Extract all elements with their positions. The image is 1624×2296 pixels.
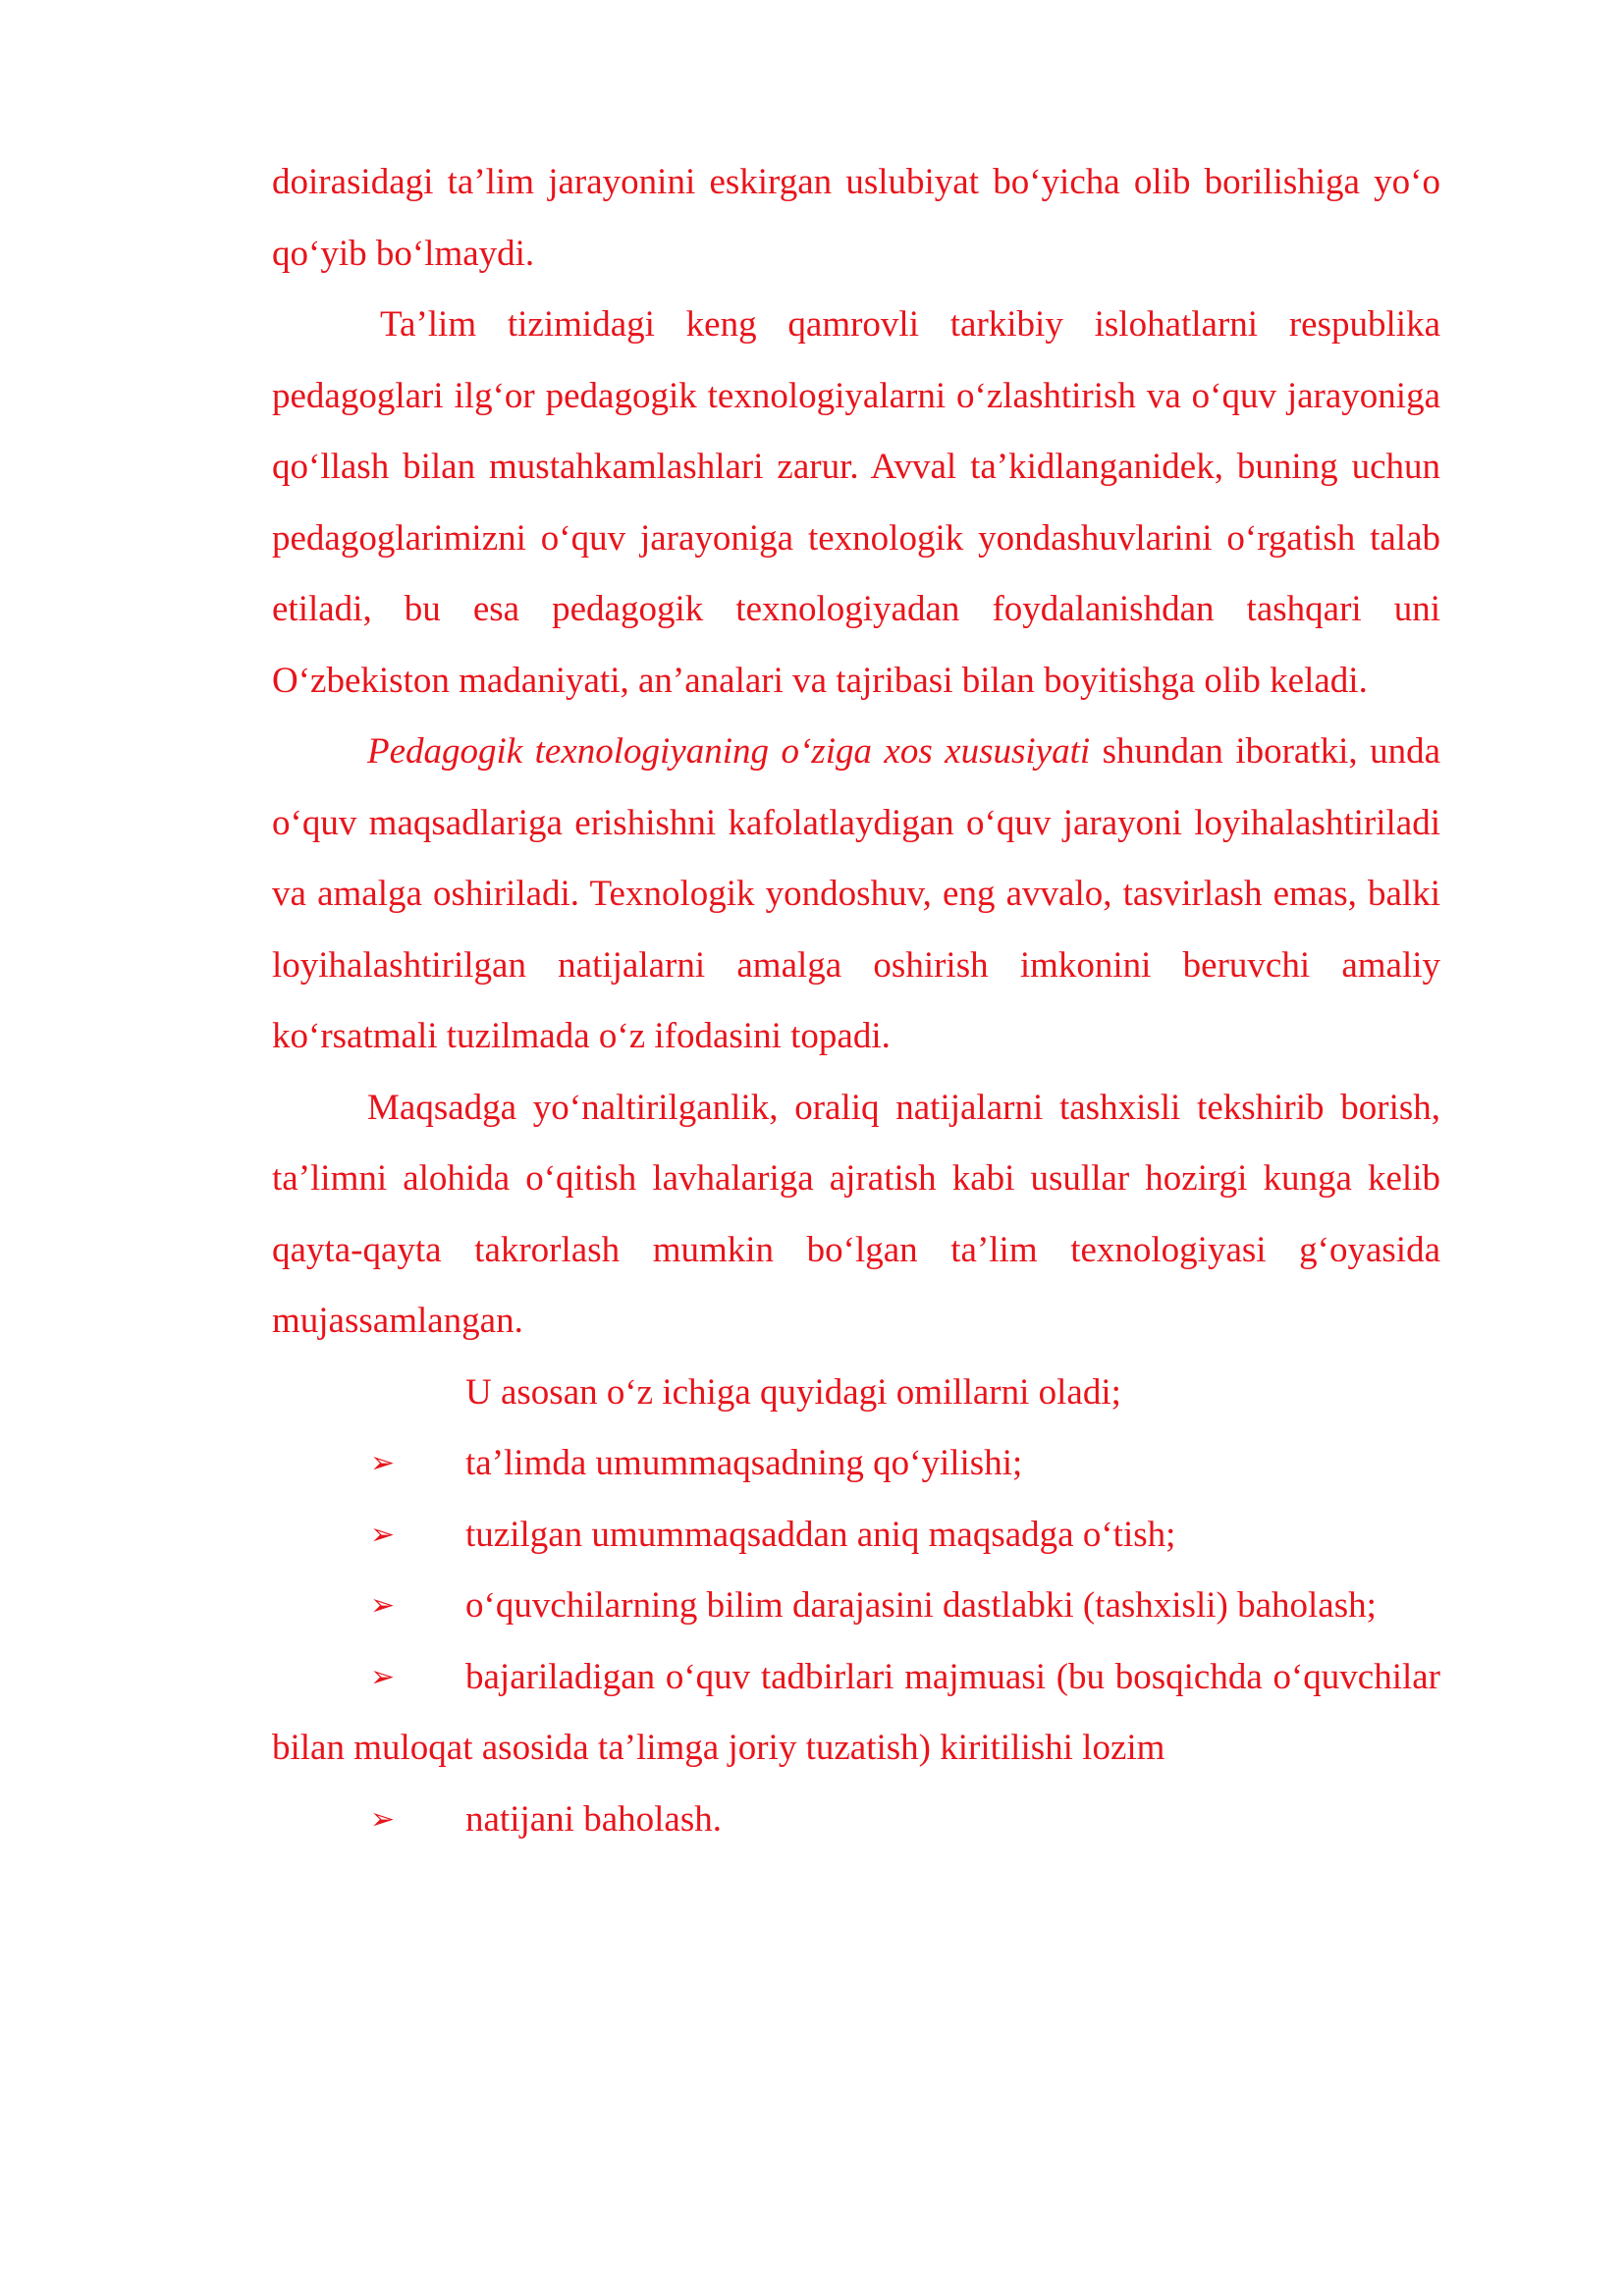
list-item-text: bajariladigan o‘quv tadbirlari majmuasi (bu bosqichda o‘quvchilar bilan muloqat asosida ta’limga joriy tuzatish) kiritilishi lozim <box>272 1656 1440 1768</box>
list-item-text: o‘quvchilarning bilim darajasini dastlabki (tashxisli) baholash; <box>465 1585 1377 1626</box>
paragraph-goals: Maqsadga yo‘naltirilganlik, oraliq natijalarni tashxisli tekshirib borish, ta’limni alohida o‘qitish lavhalariga ajratish kabi usullar hozirgi kunga kelib qayta-qayta takrorlash mumkin bo‘lgan ta’lim texnologiyasi g‘oyasida mujassamlangan. <box>272 1087 1440 1341</box>
list-item-text: ta’limda umummaqsadning qo‘yilishi; <box>465 1443 1023 1483</box>
paragraph-reforms: Ta’lim tizimidagi keng qamrovli tarkibiy islohatlarni respublika pedagoglari ilg‘or pedagogik texnologiyalarni o‘zlashtirish va o‘quv jarayoniga qo‘llash bilan mustahkamlashlari zarur. Avval ta’kidlanganidek, buning uchun pedagoglarimizni o‘quv jarayoniga texnologik yondashuvlarini o‘rgatish talab etiladi, bu esa pedagogik texnologiyadan foydalanishdan tashqari uni O‘zbekiston madaniyati, an’analari va tajribasi bilan boyitishga olib keladi. <box>272 304 1440 701</box>
list-item <box>272 1785 1440 1856</box>
paragraph-list-intro: U asosan o‘z ichiga quyidagi omillarni oladi; <box>465 1371 1121 1413</box>
italic-term: Pedagogik texnologiyaning o‘ziga xos xususiyati <box>367 731 1091 772</box>
list-item-text: natijani baholash. <box>465 1798 722 1840</box>
arrow-bullet-icon: ➢ <box>370 1517 396 1552</box>
list-item <box>272 1428 1440 1500</box>
arrow-bullet-icon: ➢ <box>370 1588 396 1623</box>
list-item <box>272 1642 1440 1785</box>
arrow-bullet-icon: ➢ <box>370 1446 396 1480</box>
list-item <box>272 1500 1440 1572</box>
list-item-text: tuzilgan umummaqsaddan aniq maqsadga o‘tish; <box>465 1514 1176 1555</box>
paragraph-feature <box>272 717 1440 1073</box>
document-page <box>272 147 1440 1855</box>
paragraph-continuation: doirasidagi ta’lim jarayonini eskirgan uslubiyat bo‘yicha olib borilishiga yo‘o qo‘yib bo‘lmaydi. <box>272 162 1440 274</box>
paragraph-feature-body: shundan iboratki, unda o‘quv maqsadlariga erishishni kafolatlaydigan o‘quv jarayoni loyihalashtiriladi va amalga oshiriladi. Texnologik yondoshuv, eng avvalo, tasvirlash emas, balki loyihalashtirilgan natijalarni amalga oshirish imkonini beruvchi amaliy ko‘rsatmali tuzilmada o‘z ifodasini topadi. <box>272 731 1441 1056</box>
arrow-bullet-icon: ➢ <box>370 1659 396 1694</box>
list-item <box>272 1571 1440 1642</box>
arrow-bullet-icon: ➢ <box>370 1801 396 1837</box>
